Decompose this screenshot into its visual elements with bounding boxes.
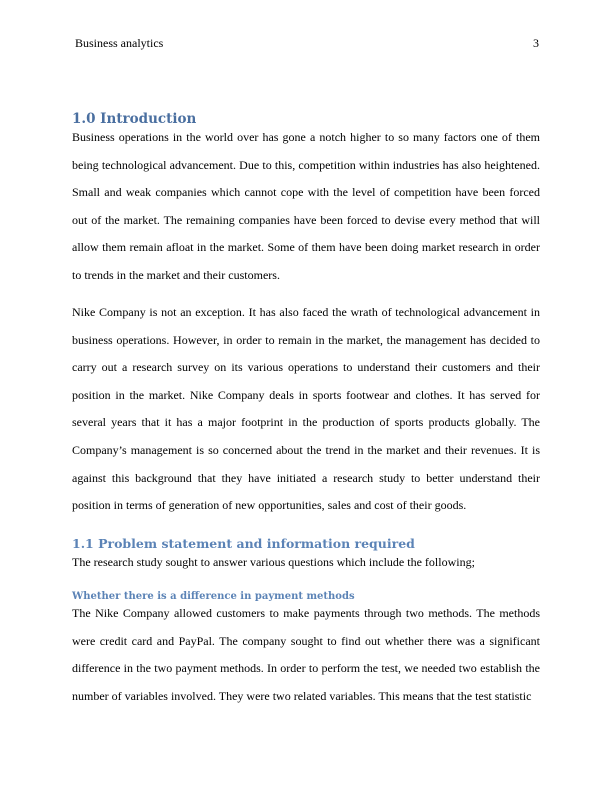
problem-paragraph: The research study sought to answer various questions which include the following; [72, 555, 475, 569]
intro-paragraph-2: Nike Company is not an exception. It has also faced the wrath of technological advancement in business operations. However, in order to remain in the market, the management has decided to carry out a research survey on its various operations to understand their customers and their position in the market. Nike Company deals in sports footwear and clothes. It has served for several years that it has a major footprint in the production of sports products globally. The Company’s management is so concerned about the trend in the market and their revenues. It is against this background that they have initiated a research study to better understand their position in terms of generation of new opportunities, sales and cost of their goods. [72, 305, 540, 513]
intro-paragraph-1: Business operations in the world over has gone a notch higher to so many factors one of them being technological advancement. Due to this, competition within industries has also heightened. Small and weak companies which cannot cope with the level of competition have been forced out of the market. The remaining companies have been forced to devise every method that will allow them remain afloat in the market. Some of them have been doing market research in order to trends in the market and their customers. [72, 130, 540, 282]
section-heading-introduction: 1.0 Introduction [72, 111, 197, 127]
payment-paragraph: The Nike Company allowed customers to make payments through two methods. The methods were credit card and PayPal. The company sought to find out whether there was a significant difference in the two payment methods. In order to perform the test, we needed two establish the number of variables involved. They were two related variables. This means that the test statistic [72, 606, 540, 703]
page-number: 3 [533, 36, 539, 50]
header-title: Business analytics [75, 36, 164, 50]
subheading-payment-methods: Whether there is a difference in payment methods [72, 591, 355, 602]
section-heading-problem-statement: 1.1 Problem statement and information required [72, 536, 415, 551]
